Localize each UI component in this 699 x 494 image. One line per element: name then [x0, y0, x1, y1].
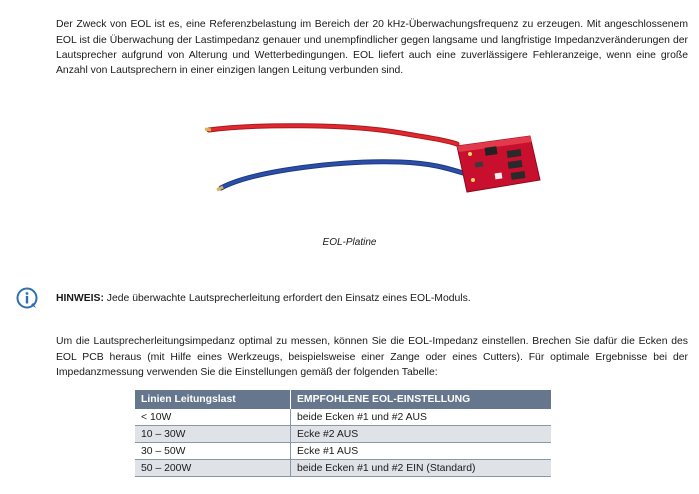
info-icon — [16, 287, 38, 309]
column-header-load: Linien Leitungslast — [135, 390, 291, 409]
intro-paragraph: Der Zweck von EOL ist es, eine Referenzbelastung im Bereich der 20 kHz-Überwachungsfrequenz zu erzeugen. Mit angeschlossenem EOL ist die Überwachung der Lastimpedanz genauer und unempfindlicher gegen langsame und langfristige Impedanzveränderungen der Lautsprecher aufgrund von Alterung und Wetterbedingungen. EOL liefert auch eine zuverlässigere Fehleranzeige, wenn eine große Anzahl von Lautsprechern in einer einzigen langen Leitung verbunden sind. — [56, 19, 688, 76]
table-row — [135, 460, 551, 477]
table-header-row — [135, 390, 551, 409]
eol-board-photo — [195, 118, 555, 218]
table-row — [135, 443, 551, 460]
settings-paragraph: Um die Lautsprecherleitungsimpedanz optimal zu messen, können Sie die EOL-Impedanz einstellen. Brechen Sie dafür die Ecken des EOL PCB heraus (mit Hilfe eines Werkzeugs, beispielsweise einer Zange oder eines Cutters). Für optimale Ergebnisse bei der Impedanzmessung verwenden Sie die Einstellungen gemäß der folgenden Tabelle: — [56, 336, 688, 378]
load-cell: 30 – 50W — [135, 443, 291, 460]
setting-cell: beide Ecken #1 und #2 AUS — [291, 409, 552, 426]
table-row — [135, 426, 551, 443]
setting-cell: Ecke #1 AUS — [291, 443, 552, 460]
table-row — [135, 409, 551, 426]
note-text: Jede überwachte Lautsprecherleitung erfordert den Einsatz eines EOL-Moduls. — [103, 293, 471, 304]
note-line — [56, 292, 471, 306]
note-label: HINWEIS: — [56, 293, 104, 304]
load-cell: 50 – 200W — [135, 460, 291, 477]
load-cell: 10 – 30W — [135, 426, 291, 443]
setting-cell: Ecke #2 AUS — [291, 426, 552, 443]
figure-caption: EOL-Platine — [322, 237, 377, 248]
eol-settings-table — [135, 390, 551, 477]
load-cell: < 10W — [135, 409, 291, 426]
column-header-setting: EMPFOHLENE EOL-EINSTELLUNG — [291, 390, 552, 409]
setting-cell: beide Ecken #1 und #2 EIN (Standard) — [291, 460, 552, 477]
